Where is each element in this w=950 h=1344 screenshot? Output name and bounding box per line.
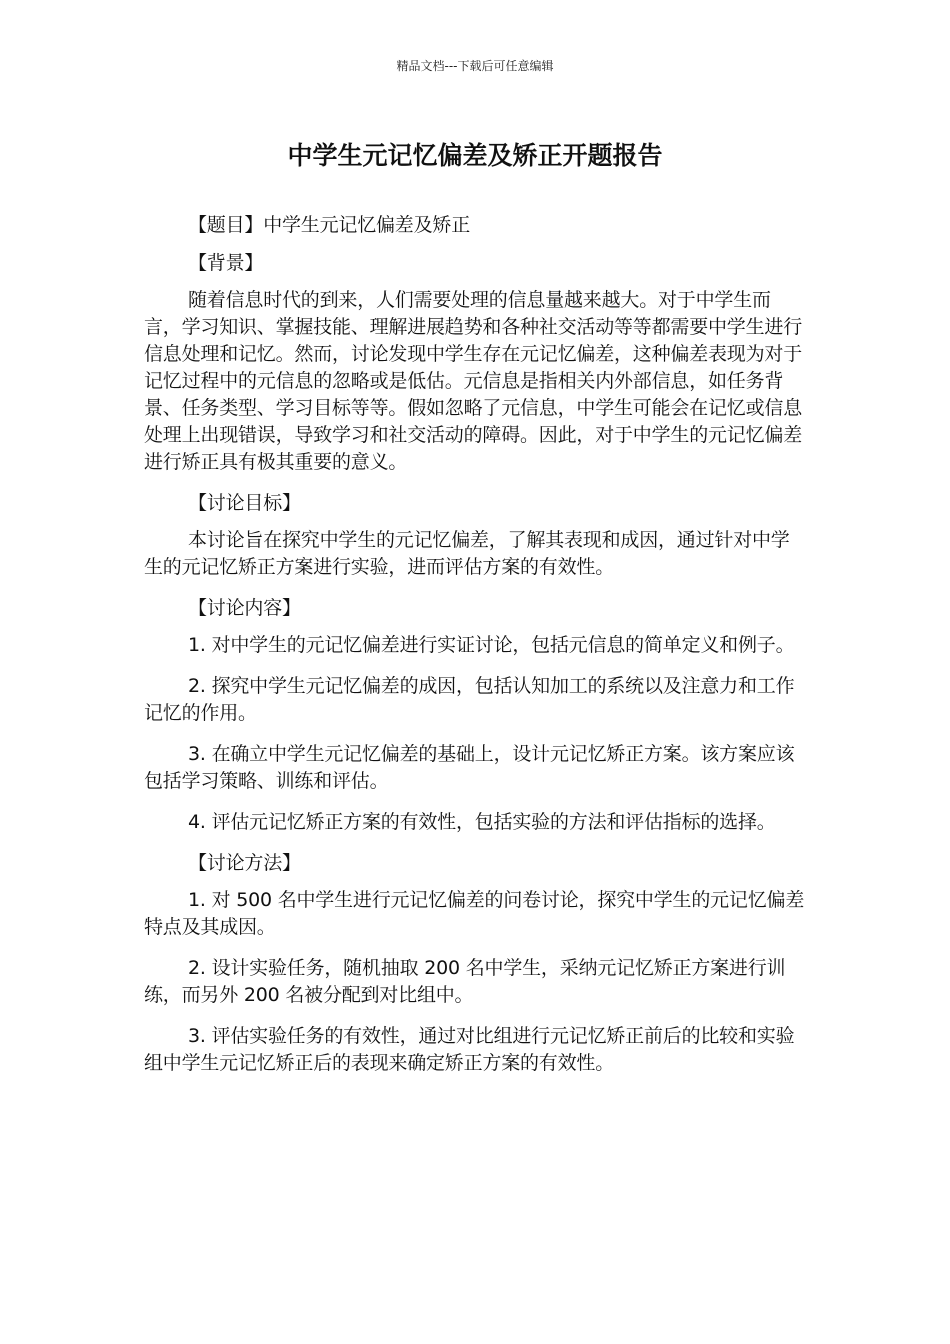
topic-line: 【题目】中学生元记忆偏差及矫正 [188,214,471,236]
method-item: 2. 设计实验任务，随机抽取 200 名中学生，采纳元记忆矫正方案进行训练，而另外 200 名被分配到对比组中。 [144,957,786,1006]
header-note: 精品文档---下载后可任意编辑 [396,59,554,73]
goal-paragraph: 本讨论旨在探究中学生的元记忆偏差，了解其表现和成因，通过针对中学生的元记忆矫正方案进行实验，进而评估方案的有效性。 [144,529,790,578]
content-item: 2. 探究中学生元记忆偏差的成因，包括认知加工的系统以及注意力和工作记忆的作用。 [144,675,795,724]
background-paragraph: 随着信息时代的到来，人们需要处理的信息量越来越大。对于中学生而言，学习知识、掌握技能、理解进展趋势和各种社交活动等等都需要中学生进行信息处理和记忆。然而，讨论发现中学生存在元记忆偏差，这种偏差表现为对于记忆过程中的元信息的忽略或是低估。元信息是指相关内外部信息，如任务背景、任务类型、学习目标等等。假如忽略了元信息，中学生可能会在记忆或信息处理上出现错误，导致学习和社交活动的障碍。因此，对于中学生的元记忆偏差进行矫正具有极其重要的意义。 [144,289,803,473]
method-item: 3. 评估实验任务的有效性，通过对比组进行元记忆矫正前后的比较和实验组中学生元记忆矫正后的表现来确定矫正方案的有效性。 [144,1025,795,1074]
section-heading-method: 【讨论方法】 [188,852,301,874]
document-body [144,212,806,1091]
method-item: 1. 对 500 名中学生进行元记忆偏差的问卷讨论，探究中学生的元记忆偏差特点及其成因。 [144,889,805,938]
section-heading-content: 【讨论内容】 [188,597,301,619]
content-item: 3. 在确立中学生元记忆偏差的基础上，设计元记忆矫正方案。该方案应该包括学习策略、训练和评估。 [144,743,795,792]
document-title: 中学生元记忆偏差及矫正开题报告 [287,141,663,170]
section-heading-goal: 【讨论目标】 [188,492,301,514]
content-item: 4. 评估元记忆矫正方案的有效性，包括实验的方法和评估指标的选择。 [188,811,776,833]
section-heading-background: 【背景】 [188,252,264,274]
content-item: 1. 对中学生的元记忆偏差进行实证讨论，包括元信息的简单定义和例子。 [188,634,795,656]
